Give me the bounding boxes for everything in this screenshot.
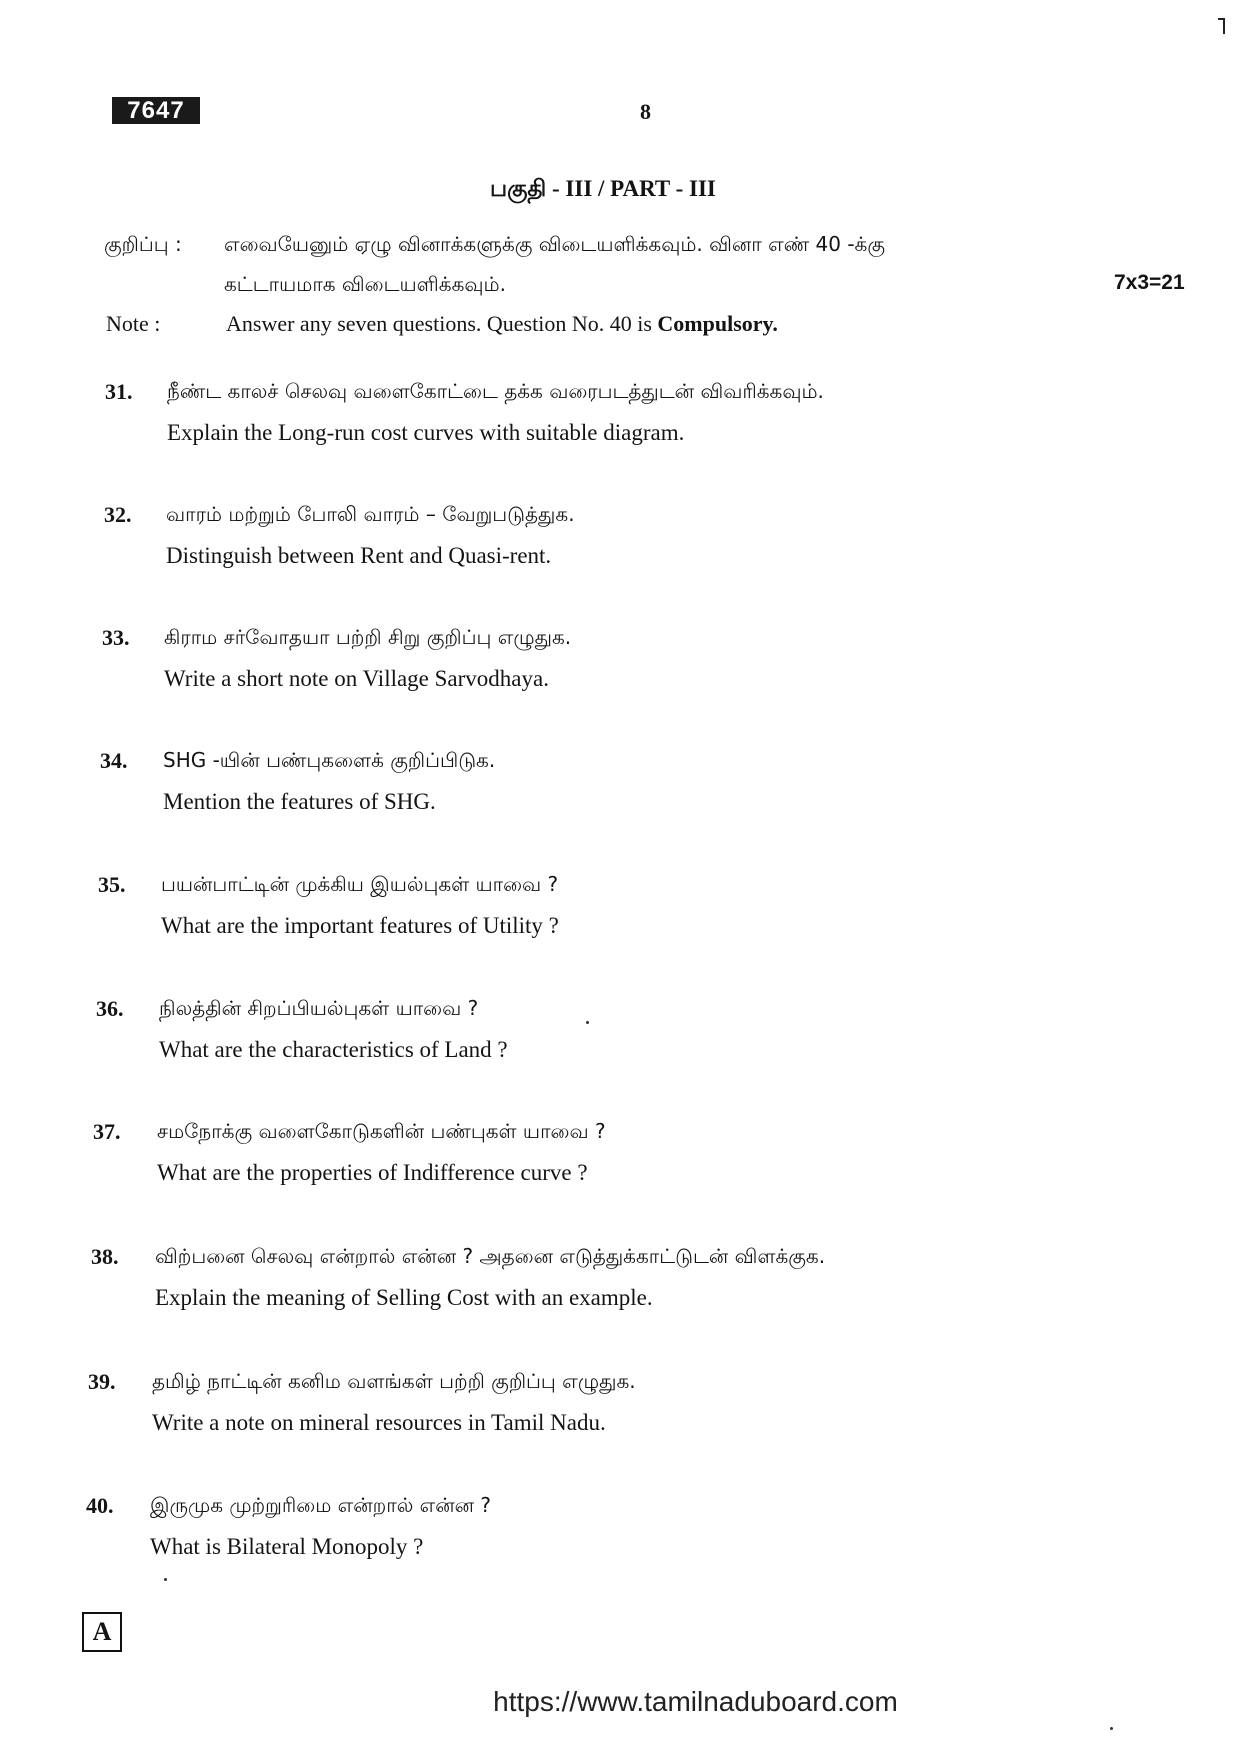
scan-speck xyxy=(586,1021,589,1024)
question-english-text: Write a note on mineral resources in Tamil Nadu. xyxy=(152,1410,606,1435)
question-english-text: Mention the features of SHG. xyxy=(163,789,436,814)
tamil-instruction-row xyxy=(104,232,1184,262)
question-tamil-text: நீண்ட காலச் செலவு வளைகோட்டை தக்க வரைபடத்துடன் விவரிக்கவும். xyxy=(167,379,824,403)
tamil-instruction-line-1: எவையேனும் ஏழு வினாக்களுக்கு விடையளிக்கவும். வினா எண் 40 -க்கு xyxy=(224,232,885,256)
question-number: 39. xyxy=(88,1369,116,1394)
question-english-text: What is Bilateral Monopoly ? xyxy=(150,1534,424,1559)
scan-speck xyxy=(1110,1727,1113,1730)
question-number: 38. xyxy=(91,1244,119,1269)
question-english-text: Distinguish between Rent and Quasi-rent. xyxy=(166,543,552,568)
corner-crop-mark xyxy=(1218,18,1225,34)
english-instruction-text xyxy=(226,311,778,337)
tamil-instruction-line-2: கட்டாயமாக விடையளிக்கவும். xyxy=(224,272,506,296)
english-instruction-row xyxy=(106,311,1106,341)
question-number: 40. xyxy=(86,1493,114,1518)
question-english-text: What are the important features of Utility ? xyxy=(161,913,559,938)
part-title: பகுதி - III / PART - III xyxy=(490,176,716,201)
english-note-label: Note : xyxy=(106,311,161,336)
question-tamil-text: SHG -யின் பண்புகளைக் குறிப்பிடுக. xyxy=(163,748,496,772)
question-english-text: Explain the meaning of Selling Cost with an example. xyxy=(155,1285,653,1310)
question-number: 37. xyxy=(93,1119,121,1144)
paper-code-badge: 7647 xyxy=(112,97,200,124)
question-english-text: What are the properties of Indifference curve ? xyxy=(157,1160,588,1185)
question-number: 34. xyxy=(100,748,128,773)
question-tamil-text: தமிழ் நாட்டின் கனிம வளங்கள் பற்றி குறிப்பு எழுதுக. xyxy=(152,1369,636,1393)
tamil-note-label: குறிப்பு : xyxy=(104,232,182,256)
question-english-text: What are the characteristics of Land ? xyxy=(159,1037,508,1062)
question-english-text: Write a short note on Village Sarvodhaya. xyxy=(164,666,549,691)
english-instruction-prefix: Answer any seven questions. Question No. 40 is xyxy=(226,311,658,336)
question-number: 32. xyxy=(104,502,132,527)
footer-url: https://www.tamilnaduboard.com xyxy=(493,1686,898,1717)
question-number: 35. xyxy=(98,872,126,897)
compulsory-label: Compulsory. xyxy=(657,311,778,336)
question-tamil-text: இருமுக முற்றுரிமை என்றால் என்ன ? xyxy=(150,1493,492,1517)
page-number: 8 xyxy=(640,99,651,124)
question-number: 33. xyxy=(102,625,130,650)
series-box: A xyxy=(82,1612,122,1652)
question-tamil-text: பயன்பாட்டின் முக்கிய இயல்புகள் யாவை ? xyxy=(161,872,559,896)
question-english-text: Explain the Long-run cost curves with suitable diagram. xyxy=(167,420,685,445)
question-number: 31. xyxy=(105,379,133,404)
marks-allocation: 7x3=21 xyxy=(1114,271,1185,294)
scan-speck xyxy=(164,1578,167,1581)
question-tamil-text: கிராம சர்வோதயா பற்றி சிறு குறிப்பு எழுதுக. xyxy=(164,625,572,649)
question-tamil-text: நிலத்தின் சிறப்பியல்புகள் யாவை ? xyxy=(159,996,479,1020)
question-tamil-text: விற்பனை செலவு என்றால் என்ன ? அதனை எடுத்துக்காட்டுடன் விளக்குக. xyxy=(155,1244,826,1268)
question-tamil-text: சமநோக்கு வளைகோடுகளின் பண்புகள் யாவை ? xyxy=(157,1119,606,1143)
question-number: 36. xyxy=(96,996,124,1021)
question-tamil-text: வாரம் மற்றும் போலி வாரம் – வேறுபடுத்துக. xyxy=(166,502,575,526)
